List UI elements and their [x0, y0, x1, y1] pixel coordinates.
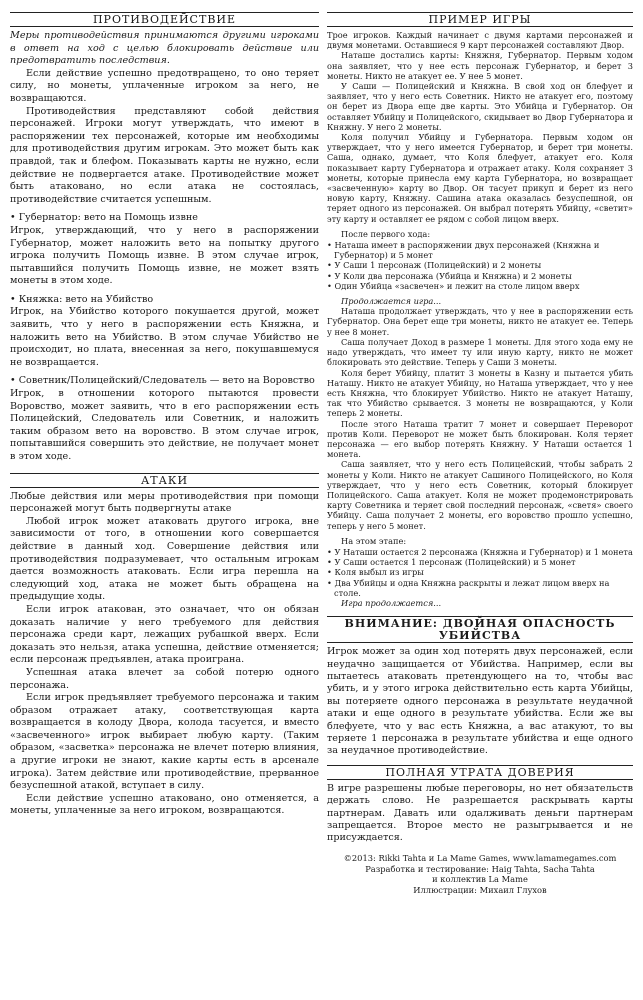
counteraction-item-title: • Княжка: вето на Убийство: [10, 293, 154, 305]
attacks-paragraph: Любой игрок может атаковать другого игрока, вне зависимости от того, в отношении кого совершается действие в данный ход. Совершение действия или противодействия подразумевает, что остальным игрокам дается возможность атаковать. Если игра перешла на следующий ход, атака не может быть обращена на предыдущие ходы.: [10, 515, 319, 603]
counteraction-item-text: Игрок, на Убийство которого покушается другой, может заявить, что у него в распоряжении есть Княжна, и наложить вето на Убийство. В этом случае Убийство не происходит, но плата, внесенная за него, покушавшемуся не возвращается.: [10, 306, 319, 368]
example-paragraph: Коля получил Убийцу и Губернатора. Первым ходом он утверждает, что у него имеется Губернатор, и берет три монеты. Саша, однако, думает, что Коля блефует, атакует его. Коля показывает карту Губернатора и отражает атаку. Коля сохраняет 3 монеты, которые принесла ему карта Губернатора, но возвращает «засвеченную» карту во Двор. Он тасует прикуп и берет из него новую карту, Княжну. Сашина атака оказалась безуспешной, он теряет одного из персонажей. Он выбрал потерять Убийцу, «светит» эту карту и оставляет ее рядом с собой лицом вверх.: [327, 132, 633, 224]
list-item: • Два Убийцы и одна Княжна раскрыты и лежат лицом вверх на столе.: [327, 578, 633, 598]
continued-label: Продолжается игра...: [341, 296, 442, 307]
counteraction-item-text: Игрок, утверждающий, что у него в распоряжении Губернатор, может наложить вето на попытку другого игрока получить Помощь извне. В этом случае игрок, пытавшийся получить Помощь извне, не может взять монеты в этом ходе.: [10, 224, 319, 287]
counteraction-heading: ПРОТИВОДЕЙСТВИЕ: [10, 12, 319, 27]
example-paragraph: Саша заявляет, что у него есть Полицейский, чтобы забрать 2 монеты у Коли. Никто не атакует Сашиного Полицейского, но Коля утверждает, что у него есть Советник, который блокирует Полицейского. Саша атакует. Коля не может продемонстрировать карту Советника и теряет свой последний персонаж, «светя» своего Убийцу. Саша получает 2 монеты, его воровство прошло успешно, теперь у него 5 монет.: [327, 459, 633, 531]
list-item: • У Саши остается 1 персонаж (Полицейский) и 5 монет: [327, 557, 633, 567]
game-continues-label: Игра продолжается...: [341, 597, 442, 608]
stage-label: На этом этапе:: [341, 535, 407, 546]
trust-heading: ПОЛНАЯ УТРАТА ДОВЕРИЯ: [327, 765, 633, 780]
example-paragraph: Наташе достались карты: Княжня, Губернатор. Первым ходом она заявляет, что у нее есть персонаж Губернатор, и берет 3 монеты. Никто не атакует ее. У нее 5 монет.: [327, 50, 633, 81]
stage-list: [327, 547, 633, 598]
credits-line: и коллектив La Mame: [432, 874, 528, 885]
example-paragraph: После этого Наташа тратит 7 монет и совершает Переворот против Коли. Переворот не может быть блокирован. Коля теряет персонажа — его выбор потерять Княжну. У Наташи остается 1 монета.: [327, 418, 633, 460]
counteraction-item-text: Игрок, в отношении которого пытаются провести Воровство, может заявить, что в его распоряжении есть Полицейский, Следователь или Советник, и наложить таким образом вето на воровство. В этом случае игрок, попытавшийся совершить это действие, не получает монет в этом ходе.: [10, 388, 319, 462]
list-item: • У Саши 1 персонаж (Полицейский) и 2 монеты: [327, 260, 633, 270]
credits-line: Разработка и тестирование: Haig Tahta, Sacha Tahta: [365, 863, 595, 874]
attacks-paragraph: Успешная атака влечет за собой потерю одного персонажа.: [10, 666, 319, 691]
attacks-intro: Любые действия или меры противодействия при помощи персонажей могут быть подвергнуты атаке: [10, 490, 319, 515]
attacks-paragraph: Если действие успешно атаковано, оно отменяется, а монеты, уплаченные за него игроком, возвращаются.: [10, 792, 319, 817]
list-item: • Коля выбыл из игры: [327, 567, 633, 577]
after-first-turn-list: [327, 240, 633, 291]
list-item: • У Коли два персонажа (Убийца и Княжна) и 2 монеты: [327, 271, 633, 281]
list-item: • Наташа имеет в распоряжении двух персонажей (Княжна и Губернатор) и 5 монет: [327, 240, 633, 260]
example-paragraph: Наташа продолжает утверждать, что у нее в распоряжении есть Губернатор. Она берет еще три монеты, никто не атакует ее. Теперь у нее 8 монет.: [327, 306, 633, 337]
counteraction-intro: Меры противодействия принимаются другими игроками в ответ на ход с целью блокировать действие или предотвратить последствия.: [10, 30, 319, 67]
attacks-paragraph: Если игрок атакован, это означает, что он обязан доказать наличие у него требуемого для действия персонажа среди карт, лежащих рубашкой вверх. Если доказать это нельзя, атака успешна, действие отменяется; если персонаж предъявлен, атака проиграна.: [10, 603, 319, 666]
counteraction-item-title: • Губернатор: вето на Помощь извне: [10, 212, 198, 224]
example-paragraph: Трое игроков. Каждый начинает с двумя картами персонажей и двумя монетами. Оставшиеся 9 карт персонажей составляют Двор.: [327, 30, 633, 51]
after-first-turn-label: После первого хода:: [341, 228, 431, 239]
credits: [327, 853, 633, 896]
credits-line: Иллюстрации: Михаил Глухов: [413, 885, 547, 896]
trust-text: В игре разрешены любые переговоры, но нет обязательств держать слово. Не разрешается раскрывать карты партнерам. Давать или одалживать деньги партнерам запрещается. Второе место не разыгрывается и не присуждается.: [327, 782, 633, 844]
warning-heading: ВНИМАНИЕ: ДВОЙНАЯ ОПАСНОСТЬ УБИЙСТВА: [327, 616, 633, 643]
counteraction-paragraph: Если действие успешно предотвращено, то оно теряет силу, но монеты, уплаченные игроком за него, не возвращаются.: [10, 67, 319, 104]
example-paragraph: Саша получает Доход в размере 1 монеты. Для этого хода ему не надо утверждать, что имеет ту или иную карту, никто не может блокировать это действие. Теперь у Саши 3 монеты.: [327, 336, 633, 368]
right-column: [327, 12, 633, 896]
list-item: • У Наташи остается 2 персонажа (Княжна и Губернатор) и 1 монета: [327, 547, 633, 557]
counteraction-item-title: • Советник/Полицейский/Следователь — вето на Воровство: [10, 375, 315, 387]
list-item: • Один Убийца «засвечен» и лежит на столе лицом вверх: [327, 281, 633, 291]
counteraction-paragraph: Противодействия представляют собой действия персонажей. Игроки могут утверждать, что имеют в распоряжении тех персонажей, которые им необходимы для противодействия другим игрокам. Это может быть как правдой, так и блефом. Показывать карты не нужно, если действие не подвергается атаке. Противодействие может быть атаковано, но если атака не состоялась, противодействие считается успешным.: [10, 105, 319, 205]
credits-line: ©2013: Rikki Tahta и La Mame Games, www.lamamegames.com: [343, 852, 617, 863]
attacks-heading: АТАКИ: [10, 473, 319, 488]
example-heading: ПРИМЕР ИГРЫ: [327, 12, 633, 27]
attacks-paragraph: Если игрок предъявляет требуемого персонажа и таким образом отражает атаку, соответствующая карта возвращается в колоду Двора, колода тасуется, и вместо «засвеченного» игрок выбирает любую карту. (Таким образом, «засветка» персонажа не влечет потерю влияния, а другие игроки не знают, какие карты есть в арсенале игрока). Затем действие или противодействие, прерванное безуспешной атакой, вступает в силу.: [10, 692, 319, 792]
warning-text: Игрок может за один ход потерять двух персонажей, если неудачно защищается от Убийства. Например, если вы пытаетесь атаковать претендующего на то, чтобы вас убить, и у этого игрока действительно есть карта Убийцы, вы потеряете одного персонажа в результате неудачной атаки и еще одного в результате убийства. Если же вы блефуете, что у вас есть Княжна, а вас атакуют, то вы теряете 1 персонажа в результате убийства и еще одного за неудачное противодействие.: [327, 646, 633, 757]
left-column: [10, 12, 319, 818]
example-paragraph: У Саши — Полицейский и Княжна. В свой ход он блефует и заявляет, что у него есть Советник. Никто не атакует его, поэтому он берет из Двора еще две карты. Это Убийца и Губернатор. Он оставляет Убийцу и Полицейского, скидывает во Двор Губернатора и Княжну. У него 2 монеты.: [327, 81, 633, 132]
example-paragraph: Коля берет Убийцу, платит 3 монеты в Казну и пытается убить Наташу. Никто не атакует Убийцу, но Наташа утверждает, что у нее есть Княжна, что блокирует Убийство. Никто не атакует Наташу, так что Убийство срывается. 3 монеты не возвращаются, у Коли теперь 2 монеты.: [327, 367, 633, 419]
